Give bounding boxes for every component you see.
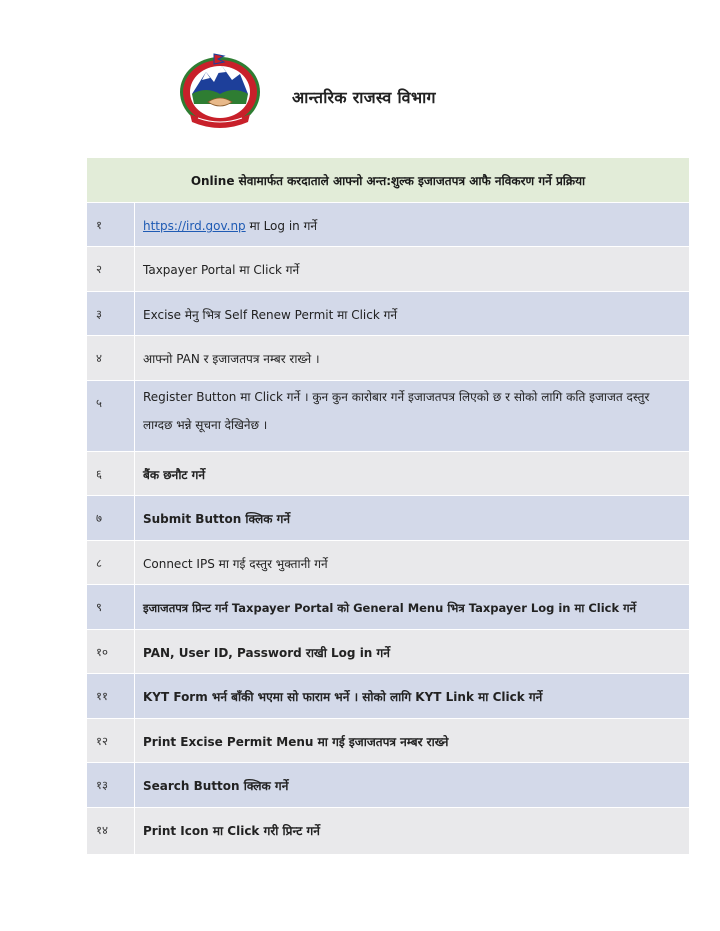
step-text: KYT Form भर्न बाँकी भएमा सो फाराम भर्ने । सोको लागि KYT Link मा Click गर्ने — [135, 674, 690, 719]
ird-link[interactable]: https://ird.gov.np — [143, 219, 246, 233]
table-row — [87, 630, 690, 674]
step-number: १३ — [87, 763, 135, 808]
step-text: बैंक छनौट गर्ने — [135, 452, 690, 496]
table-row — [87, 452, 690, 496]
step-number: ४ — [87, 336, 135, 381]
step-text: Register Button मा Click गर्ने । कुन कुन कारोबार गर्ने इजाजतपत्र लिएको छ र सोको लागि कति इजाजत दस्तुर लाग्दछ भन्ने सूचना देखिनेछ । — [135, 381, 690, 452]
table-row — [87, 336, 690, 381]
step-text: PAN, User ID, Password राखी Log in गर्ने — [135, 630, 690, 674]
nepal-emblem-icon — [176, 50, 264, 130]
step-text-suffix: मा Log in गर्ने — [245, 219, 318, 233]
table-row — [87, 541, 690, 585]
step-number: २ — [87, 247, 135, 292]
table-row — [87, 808, 690, 855]
table-row — [87, 247, 690, 292]
step-text: Submit Button क्लिक गर्ने — [135, 496, 690, 541]
step-text: Connect IPS मा गई दस्तुर भुक्तानी गर्ने — [135, 541, 690, 585]
table-row — [87, 203, 690, 247]
page-header — [0, 0, 720, 150]
step-text: Taxpayer Portal मा Click गर्ने — [135, 247, 690, 292]
table-row — [87, 719, 690, 763]
step-text: Print Excise Permit Menu मा गई इजाजतपत्र नम्बर राख्ने — [135, 719, 690, 763]
table-row — [87, 292, 690, 336]
step-number: १० — [87, 630, 135, 674]
step-text: आफ्नो PAN र इजाजतपत्र नम्बर राख्ने । — [135, 336, 690, 381]
table-title-row — [87, 158, 690, 203]
step-text: इजाजतपत्र प्रिन्ट गर्न Taxpayer Portal को General Menu भित्र Taxpayer Log in मा Click गर्ने — [135, 585, 690, 630]
step-number: ५ — [87, 381, 135, 452]
step-number: १२ — [87, 719, 135, 763]
table-row — [87, 674, 690, 719]
table-title: Online सेवामार्फत करदाताले आफ्नो अन्त:शुल्क इजाजतपत्र आफै नविकरण गर्ने प्रक्रिया — [87, 158, 690, 203]
step-text: Print Icon मा Click गरी प्रिन्ट गर्ने — [135, 808, 690, 855]
step-text: Search Button क्लिक गर्ने — [135, 763, 690, 808]
steps-table — [86, 157, 690, 855]
table-row — [87, 381, 690, 452]
step-number: १४ — [87, 808, 135, 855]
step-number: ९ — [87, 585, 135, 630]
step-number: ७ — [87, 496, 135, 541]
step-number: १ — [87, 203, 135, 247]
step-number: ६ — [87, 452, 135, 496]
step-text: Excise मेनु भित्र Self Renew Permit मा Click गर्ने — [135, 292, 690, 336]
step-number: ८ — [87, 541, 135, 585]
step-number: ३ — [87, 292, 135, 336]
table-row — [87, 585, 690, 630]
table-row — [87, 763, 690, 808]
step-number: ११ — [87, 674, 135, 719]
step-text — [135, 203, 690, 247]
table-row — [87, 496, 690, 541]
office-title: आन्तरिक राजस्व विभाग — [292, 88, 436, 107]
